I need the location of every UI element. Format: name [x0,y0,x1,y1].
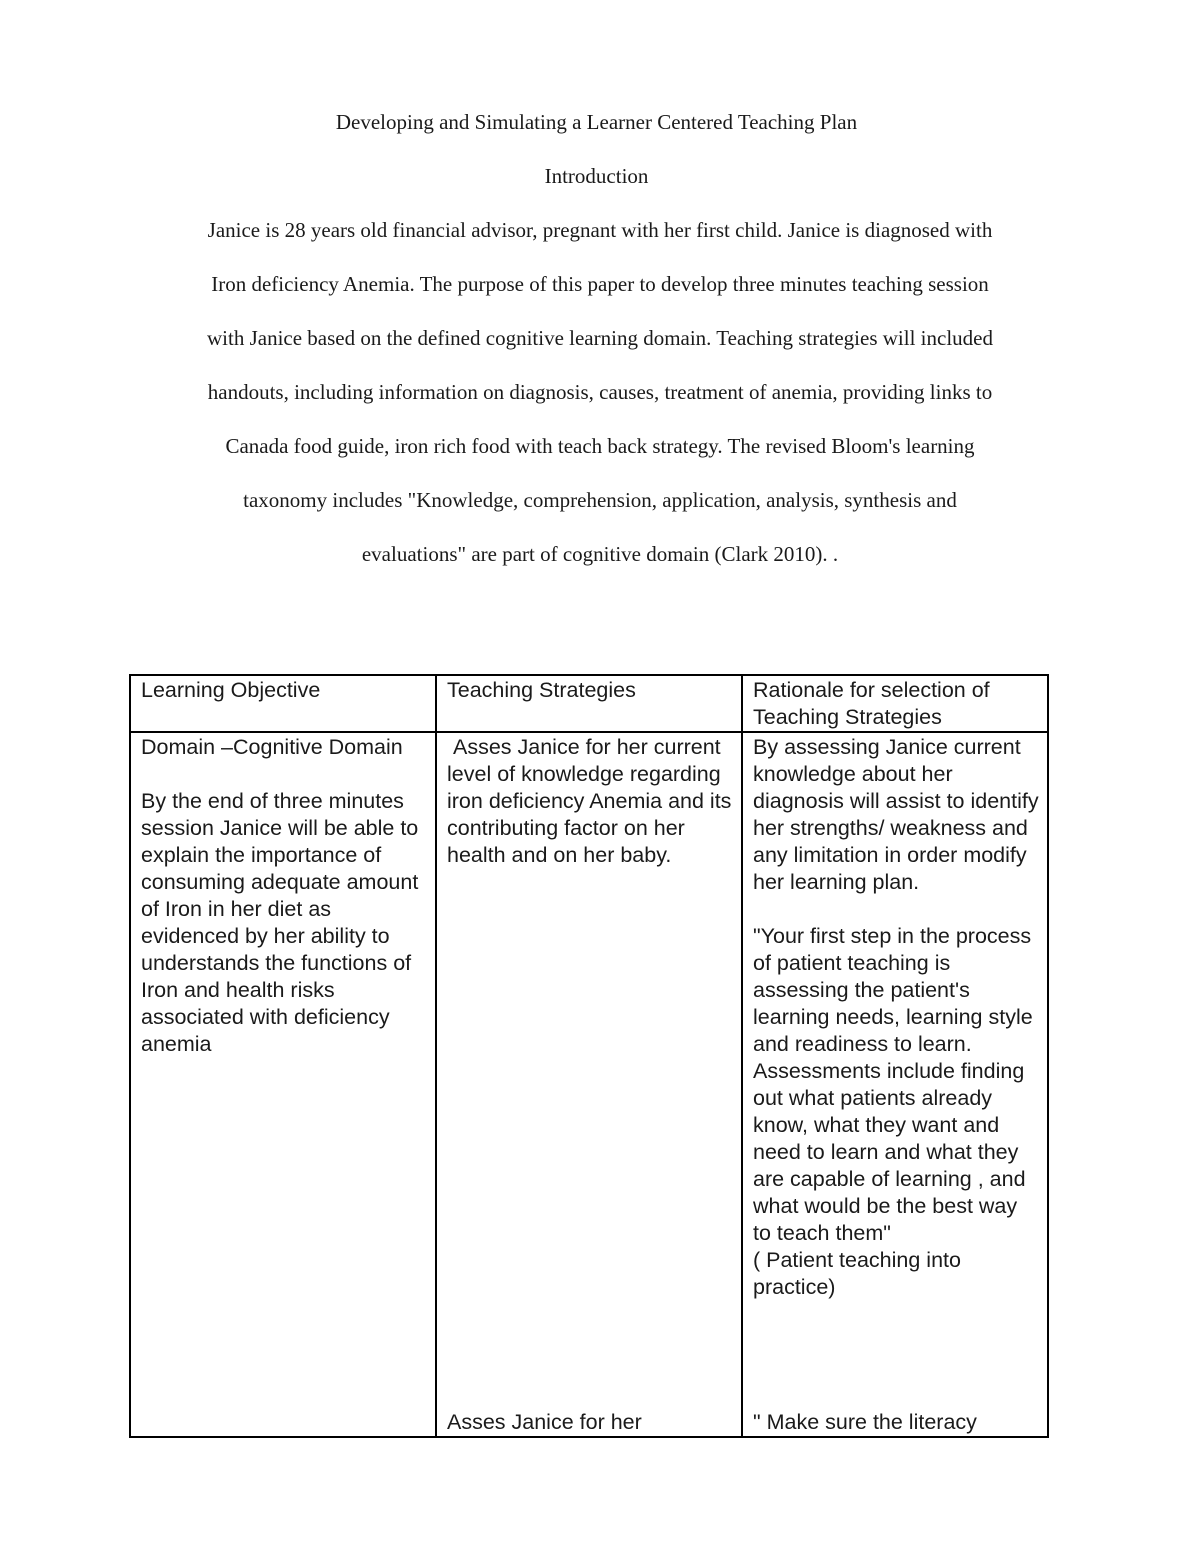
teaching-plan-table [129,674,1049,1438]
rationale-cell [742,732,1048,1437]
section-heading: Introduction [544,164,649,188]
objective-domain: Domain –Cognitive Domain [141,735,403,759]
introduction-paragraph [145,216,1055,594]
intro-line: Janice is 28 years old financial advisor, pregnant with her first child. Janice is diagnosed with [207,218,993,242]
strategy-continuation: Asses Janice for her [447,1410,642,1434]
intro-line: evaluations" are part of cognitive domain (Clark 2010). . [361,542,839,566]
intro-line: taxonomy includes "Knowledge, comprehension, application, analysis, synthesis and [243,488,957,512]
rationale-text: By assessing Janice current knowledge about her diagnosis will assist to identify her strengths/ weakness and any limitation in order modify her learning plan. [753,735,1039,894]
intro-line: Canada food guide, iron rich food with teach back strategy. The revised Bloom's learning [225,434,975,458]
teaching-strategies-cell [436,732,742,1437]
intro-line: Iron deficiency Anemia. The purpose of this paper to develop three minutes teaching session [211,272,989,296]
document-title: Developing and Simulating a Learner Centered Teaching Plan [335,110,858,134]
table-row [130,732,1048,1437]
rationale-continuation: " Make sure the literacy [753,1410,977,1434]
header-rationale: Rationale for selection of Teaching Strategies [742,675,1048,732]
header-learning-objective: Learning Objective [130,675,436,732]
intro-line: handouts, including information on diagnosis, causes, treatment of anemia, providing links to [207,380,993,404]
objective-text: By the end of three minutes session Janice will be able to explain the importance of consuming adequate amount of Iron in her diet as evidenced by her ability to understands the functions of Iron and health risks associated with deficiency anemia [141,789,419,1056]
intro-line: with Janice based on the defined cognitive learning domain. Teaching strategies will included [207,326,993,350]
rationale-citation: ( Patient teaching into practice) [753,1248,961,1299]
table-header-row [130,675,1048,732]
strategy-text: Asses Janice for her current level of knowledge regarding iron deficiency Anemia and its contributing factor on her health and on her baby. [447,735,738,867]
header-teaching-strategies: Teaching Strategies [436,675,742,732]
rationale-quote: "Your first step in the process of patient teaching is assessing the patient's learning needs, learning style and readiness to learn. Assessments include finding out what patients already know, what they want and need to learn and what they are capable of learning , and what would be the best way to teach them" [753,924,1033,1245]
learning-objective-cell [130,732,436,1437]
